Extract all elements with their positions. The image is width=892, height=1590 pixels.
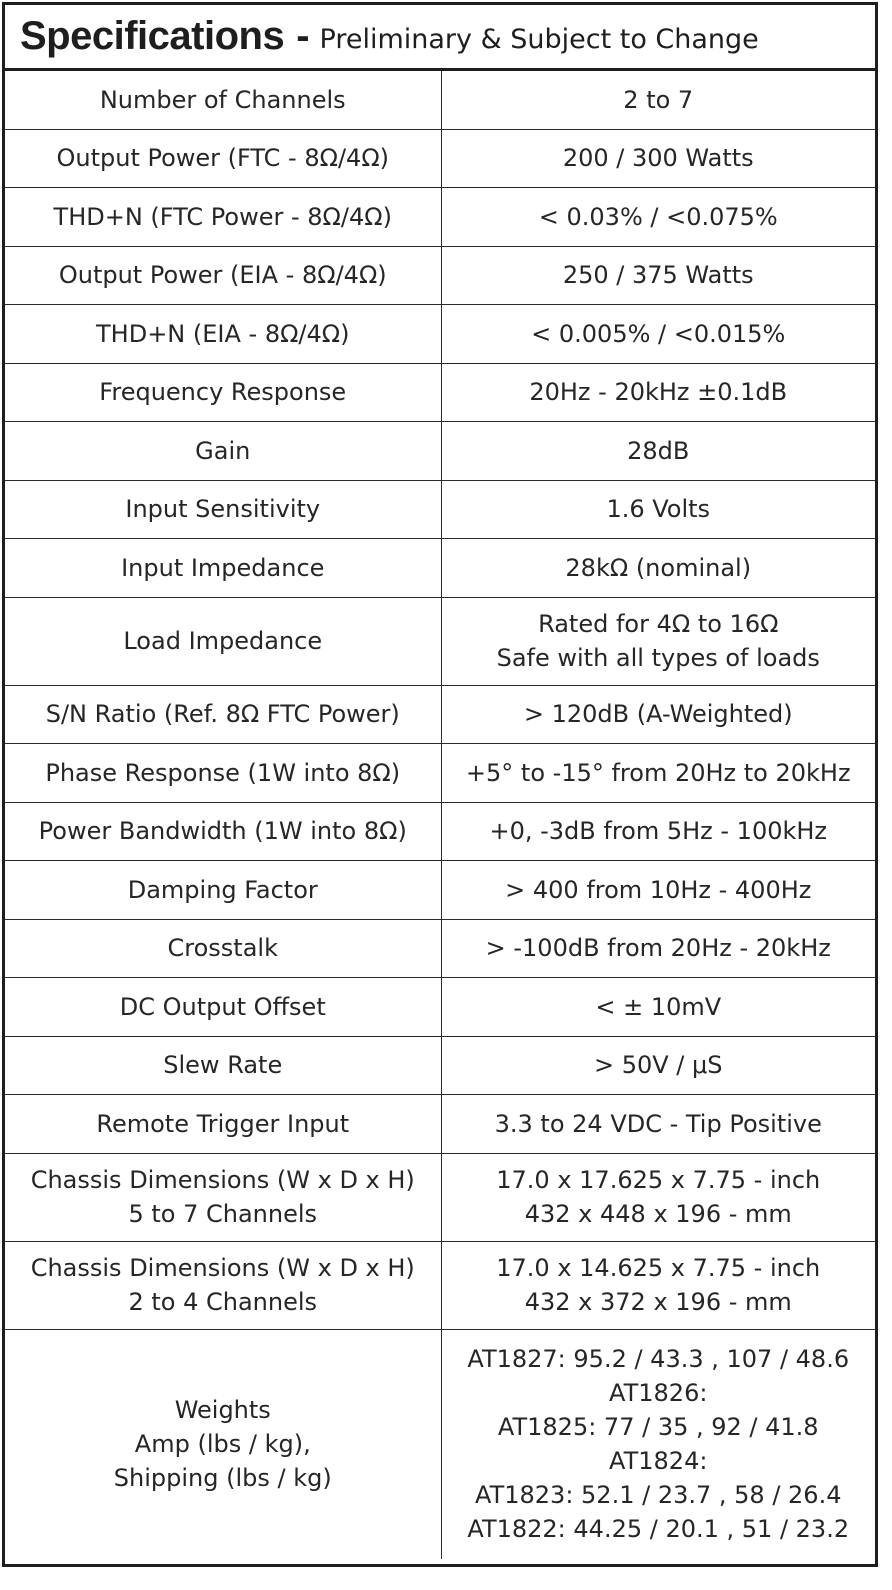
spec-value: > 120dB (A-Weighted): [523, 700, 793, 728]
spec-value-cell: [441, 802, 875, 860]
spec-sheet: [2, 2, 878, 1567]
spec-value: 17.0 x 17.625 x 7.75 - inch: [496, 1166, 821, 1194]
spec-value: 17.0 x 14.625 x 7.75 - inch: [496, 1254, 821, 1282]
spec-value: 200 / 300 Watts: [562, 144, 754, 172]
spec-label: Slew Rate: [163, 1051, 283, 1079]
spec-label: Amp (lbs / kg),: [134, 1430, 311, 1459]
spec-value: Rated for 4Ω to 16Ω: [538, 610, 779, 638]
spec-row: [5, 919, 875, 977]
spec-row: [5, 1036, 875, 1094]
spec-label-cell: [5, 187, 441, 246]
spec-value: AT1826:: [609, 1379, 708, 1408]
spec-value: 20Hz - 20kHz ±0.1dB: [529, 378, 788, 406]
spec-value: > 400 from 10Hz - 400Hz: [505, 875, 812, 904]
spec-label-cell: [5, 480, 441, 538]
spec-value: 432 x 448 x 196 - mm: [524, 1200, 792, 1228]
spec-table: [5, 71, 875, 1559]
spec-label-cell: [5, 802, 441, 860]
spec-value: < ± 10mV: [595, 992, 722, 1021]
spec-row: [5, 187, 875, 246]
spec-value: > 50V / μS: [593, 1051, 723, 1079]
spec-row: [5, 421, 875, 480]
spec-label-cell: [5, 421, 441, 480]
title-separator: -: [296, 14, 310, 58]
spec-label: Frequency Response: [99, 378, 347, 406]
spec-row: [5, 538, 875, 597]
spec-value: +5° to -15° from 20Hz to 20kHz: [465, 758, 851, 787]
spec-value: 1.6 Volts: [606, 495, 711, 523]
spec-label-cell: [5, 1153, 441, 1241]
spec-row: [5, 304, 875, 363]
spec-value: > -100dB from 20Hz - 20kHz: [485, 934, 831, 962]
spec-value-cell: [441, 187, 875, 246]
spec-table-body: [5, 71, 875, 1559]
spec-value-cell: [441, 860, 875, 919]
spec-value: 28kΩ (nominal): [565, 553, 752, 582]
spec-label-cell: [5, 129, 441, 187]
spec-value: < 0.005% / <0.015%: [531, 319, 786, 348]
spec-label-cell: [5, 597, 441, 685]
spec-label: 5 to 7 Channels: [128, 1200, 318, 1228]
spec-value-cell: [441, 71, 875, 129]
spec-value: 3.3 to 24 VDC - Tip Positive: [494, 1109, 822, 1138]
spec-label: THD+N (EIA - 8Ω/4Ω): [96, 319, 350, 348]
spec-value-cell: [441, 1094, 875, 1153]
spec-label: Chassis Dimensions (W x D x H): [30, 1166, 415, 1194]
spec-value-cell: [441, 1153, 875, 1241]
spec-label: Weights: [174, 1396, 271, 1425]
spec-label-cell: [5, 246, 441, 304]
spec-value-cell: [441, 246, 875, 304]
spec-value: AT1822: 44.25 / 20.1 , 51 / 23.2: [467, 1515, 850, 1544]
spec-value-cell: [441, 977, 875, 1036]
spec-value-cell: [441, 685, 875, 743]
spec-row: [5, 246, 875, 304]
spec-row: [5, 802, 875, 860]
spec-label-cell: [5, 685, 441, 743]
spec-label-cell: [5, 743, 441, 802]
spec-row: [5, 977, 875, 1036]
spec-label-cell: [5, 1241, 441, 1329]
spec-row: [5, 1094, 875, 1153]
spec-title: Specifications: [20, 14, 285, 58]
spec-value-cell: [441, 743, 875, 802]
spec-row: [5, 1329, 875, 1559]
spec-label: S/N Ratio (Ref. 8Ω FTC Power): [45, 700, 400, 728]
spec-label-cell: [5, 71, 441, 129]
spec-label: 2 to 4 Channels: [128, 1288, 318, 1316]
spec-row: [5, 129, 875, 187]
spec-value-cell: [441, 538, 875, 597]
spec-label-cell: [5, 860, 441, 919]
spec-label: Phase Response (1W into 8Ω): [45, 758, 401, 787]
spec-value: +0, -3dB from 5Hz - 100kHz: [489, 817, 828, 845]
spec-row: [5, 597, 875, 685]
spec-label-cell: [5, 363, 441, 421]
spec-label: Output Power (EIA - 8Ω/4Ω): [58, 261, 387, 289]
spec-value: 2 to 7: [623, 85, 694, 114]
spec-value-cell: [441, 480, 875, 538]
spec-value: < 0.03% / <0.075%: [538, 202, 778, 231]
spec-label: Gain: [195, 436, 251, 465]
spec-row: [5, 860, 875, 919]
spec-row: [5, 480, 875, 538]
spec-row: [5, 1153, 875, 1241]
spec-label-cell: [5, 977, 441, 1036]
spec-row: [5, 685, 875, 743]
spec-label: Remote Trigger Input: [96, 1109, 350, 1138]
spec-label-cell: [5, 538, 441, 597]
spec-value-cell: [441, 1241, 875, 1329]
spec-row: [5, 743, 875, 802]
spec-label-cell: [5, 304, 441, 363]
spec-label: DC Output Offset: [119, 992, 326, 1021]
spec-label-cell: [5, 1036, 441, 1094]
spec-label: Damping Factor: [127, 875, 318, 904]
spec-value-cell: [441, 919, 875, 977]
spec-label: Shipping (lbs / kg): [113, 1464, 332, 1493]
spec-value: 432 x 372 x 196 - mm: [524, 1288, 792, 1316]
spec-value: Safe with all types of loads: [496, 644, 820, 672]
spec-value: 250 / 375 Watts: [562, 261, 754, 289]
spec-label: Number of Channels: [99, 85, 346, 114]
spec-value: 28dB: [627, 436, 690, 465]
spec-label: Power Bandwidth (1W into 8Ω): [38, 817, 407, 845]
spec-label-cell: [5, 1329, 441, 1559]
spec-value: AT1824:: [609, 1447, 708, 1476]
spec-label: Chassis Dimensions (W x D x H): [30, 1254, 415, 1282]
spec-value-cell: [441, 1329, 875, 1559]
spec-row: [5, 1241, 875, 1329]
spec-value: AT1823: 52.1 / 23.7 , 58 / 26.4: [475, 1481, 842, 1510]
spec-subtitle: Preliminary & Subject to Change: [319, 24, 759, 55]
spec-value-cell: [441, 1036, 875, 1094]
spec-value: AT1827: 95.2 / 43.3 , 107 / 48.6: [467, 1345, 850, 1374]
spec-label-cell: [5, 919, 441, 977]
spec-value-cell: [441, 597, 875, 685]
spec-header: [5, 5, 875, 71]
spec-value-cell: [441, 421, 875, 480]
spec-label: Input Impedance: [121, 553, 325, 582]
spec-label: THD+N (FTC Power - 8Ω/4Ω): [53, 202, 392, 231]
spec-label-cell: [5, 1094, 441, 1153]
spec-value: AT1825: 77 / 35 , 92 / 41.8: [497, 1413, 819, 1442]
spec-row: [5, 71, 875, 129]
spec-row: [5, 363, 875, 421]
spec-label: Input Sensitivity: [125, 495, 321, 523]
spec-label: Load Impedance: [123, 627, 323, 655]
spec-value-cell: [441, 129, 875, 187]
spec-value-cell: [441, 363, 875, 421]
spec-label: Output Power (FTC - 8Ω/4Ω): [56, 144, 390, 172]
spec-value-cell: [441, 304, 875, 363]
spec-label: Crosstalk: [167, 934, 278, 962]
